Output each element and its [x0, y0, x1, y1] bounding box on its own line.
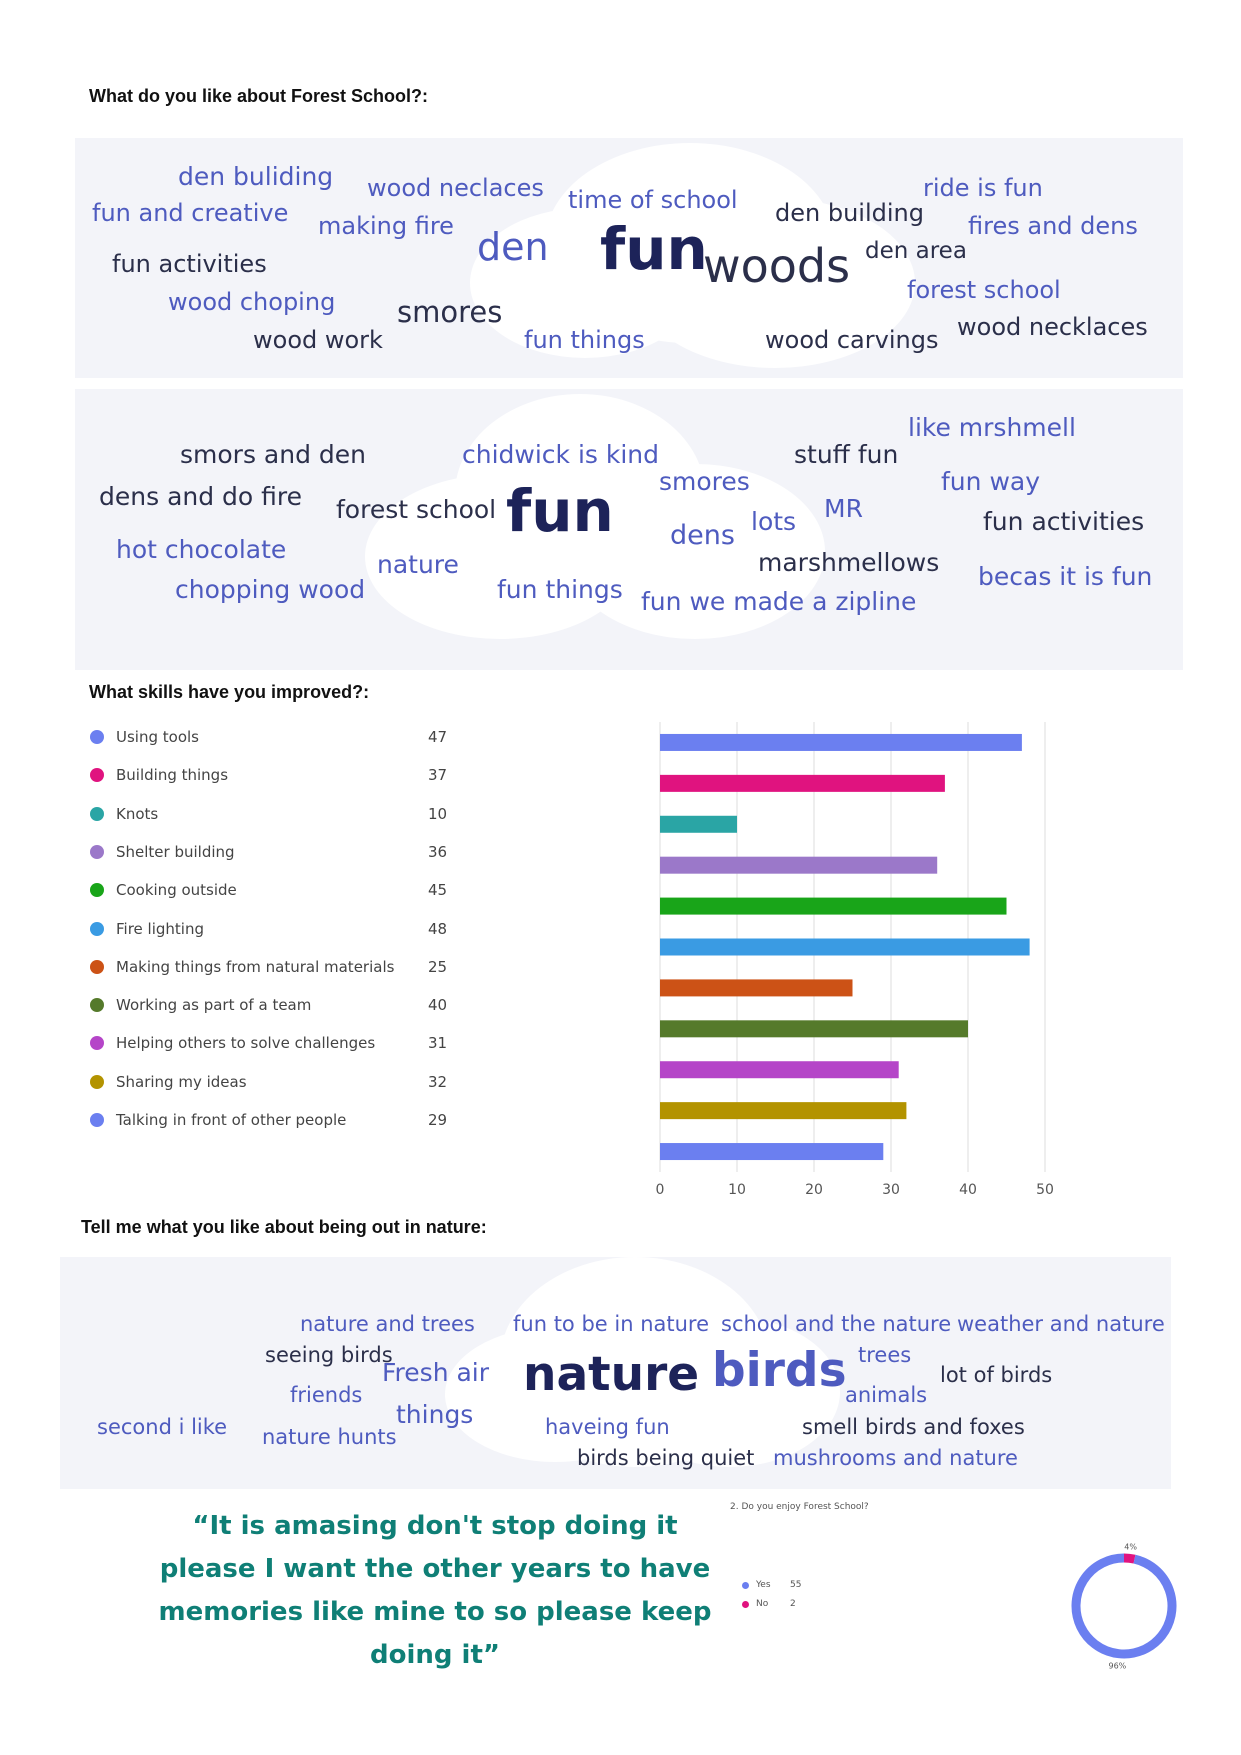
x-tick-label: 20: [805, 1182, 823, 1198]
cloud-word: fun to be in nature: [513, 1312, 710, 1336]
legend-value: 10: [428, 804, 448, 823]
x-tick-label: 30: [882, 1182, 900, 1198]
legend-value: 25: [428, 957, 448, 976]
legend-item: [90, 804, 460, 824]
heading-forest-school-likes: What do you like about Forest School?:: [89, 86, 429, 106]
cloud-word: birds: [712, 1343, 847, 1398]
legend-swatch: [90, 845, 104, 859]
legend-label: Cooking outside: [116, 881, 237, 900]
cloud-word: dens and do fire: [99, 482, 303, 511]
legend-label: Building things: [116, 766, 229, 785]
student-quote: “It is amasing don't stop doing it please I want the other years to have memories like mine to so please keep doing it”: [158, 1511, 712, 1670]
cloud-word: fun activities: [112, 250, 267, 278]
bar: [660, 979, 853, 996]
cloud-word: forest school: [336, 495, 497, 524]
cloud-word: weather and nature: [957, 1312, 1165, 1336]
legend-item: [90, 1033, 460, 1053]
legend-label: Fire lighting: [116, 919, 204, 938]
bar: [660, 857, 937, 874]
bar: [660, 1061, 899, 1078]
bar: [660, 1102, 906, 1119]
legend-value: 37: [428, 766, 448, 785]
legend-label: Making things from natural materials: [116, 957, 395, 976]
cloud-word: dens: [670, 520, 735, 551]
cloud-word: smores: [659, 467, 750, 496]
slice-label: 96%: [1108, 1661, 1127, 1671]
pie-legend-label: No: [756, 1599, 769, 1609]
cloud-word: making fire: [318, 212, 454, 240]
cloud-word: stuff fun: [794, 440, 899, 469]
cloud-word: den buliding: [178, 162, 334, 191]
cloud-word: seeing birds: [265, 1343, 393, 1367]
cloud-word: wood carvings: [765, 326, 939, 354]
legend-item: [90, 1110, 460, 1130]
legend-value: 29: [428, 1111, 448, 1129]
cloud-word: birds being quiet: [577, 1446, 755, 1470]
legend-label: Using tools: [116, 728, 199, 746]
bar: [660, 734, 1022, 751]
legend-label: Working as part of a team: [116, 996, 312, 1015]
pie-legend-item: [742, 1580, 812, 1592]
pie-legend-value: 55: [790, 1580, 802, 1590]
cloud-word: mushrooms and nature: [773, 1446, 1018, 1470]
legend-value: 47: [428, 728, 448, 746]
cloud-word: fun way: [941, 467, 1040, 496]
cloud-word: things: [396, 1400, 474, 1429]
legend-value: 32: [428, 1072, 448, 1091]
legend-item: [90, 880, 460, 900]
legend-swatch: [90, 883, 104, 897]
legend-swatch: [90, 998, 104, 1012]
legend-item: [90, 957, 460, 977]
cloud-word: woods: [703, 239, 851, 293]
cloud-word: fun and creative: [92, 199, 289, 227]
bar: [660, 816, 737, 833]
legend-label: Helping others to solve challenges: [116, 1034, 376, 1053]
legend-item: [90, 727, 460, 747]
slice-label: 4%: [1124, 1542, 1137, 1552]
cloud-word: Fresh air: [382, 1358, 490, 1387]
cloud-word: fun: [600, 215, 708, 283]
cloud-word: lot of birds: [940, 1363, 1053, 1387]
cloud-word: becas it is fun: [978, 562, 1153, 591]
bar: [660, 775, 945, 792]
cloud-word: marshmellows: [758, 548, 940, 577]
cloud-word: smell: [802, 1415, 858, 1439]
cloud-word: ride is fun: [923, 174, 1043, 202]
x-tick-label: 40: [959, 1182, 977, 1198]
enjoy-donut-chart: [1054, 1522, 1194, 1682]
cloud-word: den: [477, 225, 549, 269]
legend-label: Shelter building: [116, 842, 235, 861]
cloud-word: wood choping: [168, 288, 336, 316]
pie-legend-value: 2: [790, 1599, 796, 1609]
pie-legend-swatch: [742, 1582, 749, 1589]
donut-slice: [1076, 1558, 1172, 1654]
cloud-word: school and the nature: [721, 1312, 952, 1336]
skills-legend: [90, 727, 470, 1127]
legend-swatch: [90, 1036, 104, 1050]
skills-bar-chart: [620, 708, 1100, 1198]
legend-value: 45: [428, 881, 448, 900]
cloud-word: nature and trees: [300, 1312, 475, 1336]
cloud-word: fun we made a zipline: [641, 587, 917, 616]
cloud-word: friends: [290, 1383, 363, 1407]
cloud-word: den building: [775, 199, 924, 227]
legend-label: Talking in front of other people: [116, 1111, 347, 1129]
legend-swatch: [90, 807, 104, 821]
legend-label: Sharing my ideas: [116, 1072, 247, 1091]
cloud-word: smors and den: [180, 440, 366, 469]
cloud-word: trees: [858, 1343, 912, 1367]
legend-item: [90, 765, 460, 785]
bar: [660, 898, 1007, 915]
x-tick-label: 0: [655, 1182, 665, 1198]
cloud-word: den area: [865, 238, 967, 264]
bar: [660, 1020, 968, 1037]
legend-value: 36: [428, 842, 448, 861]
legend-swatch: [90, 730, 104, 744]
cloud-word: wood necklaces: [957, 313, 1148, 341]
bar: [660, 939, 1030, 956]
cloud-word: fun: [506, 477, 614, 545]
x-tick-label: 10: [728, 1182, 746, 1198]
legend-swatch: [90, 960, 104, 974]
x-tick-label: 50: [1036, 1182, 1054, 1198]
legend-label: Knots: [116, 804, 159, 823]
cloud-word: fun things: [524, 326, 645, 354]
pie-legend-swatch: [742, 1601, 749, 1608]
legend-value: 40: [428, 996, 448, 1015]
legend-item: [90, 919, 460, 939]
cloud-word: like mrshmell: [908, 413, 1076, 442]
cloud-word: fun activities: [983, 507, 1145, 536]
cloud-word: fires and dens: [968, 212, 1138, 240]
cloud-word: birds and foxes: [865, 1415, 1025, 1439]
bar: [660, 1143, 883, 1160]
cloud-word: nature: [523, 1347, 700, 1402]
cloud-word: fun things: [497, 575, 623, 604]
legend-item: [90, 1072, 460, 1092]
cloud-word: wood work: [253, 326, 383, 354]
pie-legend-label: Yes: [756, 1580, 771, 1590]
cloud-word: animals: [845, 1383, 928, 1407]
heading-nature: Tell me what you like about being out in nature:: [81, 1217, 487, 1237]
cloud-word: nature: [377, 550, 459, 579]
pie-chart-title: 2. Do you enjoy Forest School?: [730, 1502, 869, 1512]
word-cloud-forest-school-2: [75, 389, 1183, 670]
cloud-word: time of school: [568, 186, 738, 214]
legend-swatch: [90, 922, 104, 936]
cloud-word: haveing fun: [545, 1415, 670, 1439]
cloud-word: chopping wood: [175, 575, 366, 604]
legend-swatch: [90, 1075, 104, 1089]
cloud-word: hot chocolate: [116, 535, 287, 564]
cloud-word: smores: [397, 295, 503, 329]
word-cloud-nature: [60, 1257, 1171, 1489]
heading-skills: What skills have you improved?:: [89, 682, 370, 702]
legend-value: 31: [428, 1034, 448, 1053]
cloud-word: lots: [751, 507, 797, 536]
word-cloud-forest-school: [75, 138, 1183, 378]
donut-slice: [1124, 1558, 1134, 1559]
pie-legend-item: [742, 1599, 812, 1611]
cloud-word: forest school: [907, 276, 1061, 304]
cloud-word: wood neclaces: [367, 174, 544, 202]
legend-item: [90, 842, 460, 862]
cloud-word: second i like: [97, 1415, 228, 1439]
legend-swatch: [90, 1113, 104, 1127]
cloud-word: MR: [824, 494, 863, 523]
legend-value: 48: [428, 919, 448, 938]
cloud-word: chidwick is kind: [462, 440, 660, 469]
legend-swatch: [90, 768, 104, 782]
cloud-word: nature hunts: [262, 1425, 397, 1449]
legend-item: [90, 995, 460, 1015]
